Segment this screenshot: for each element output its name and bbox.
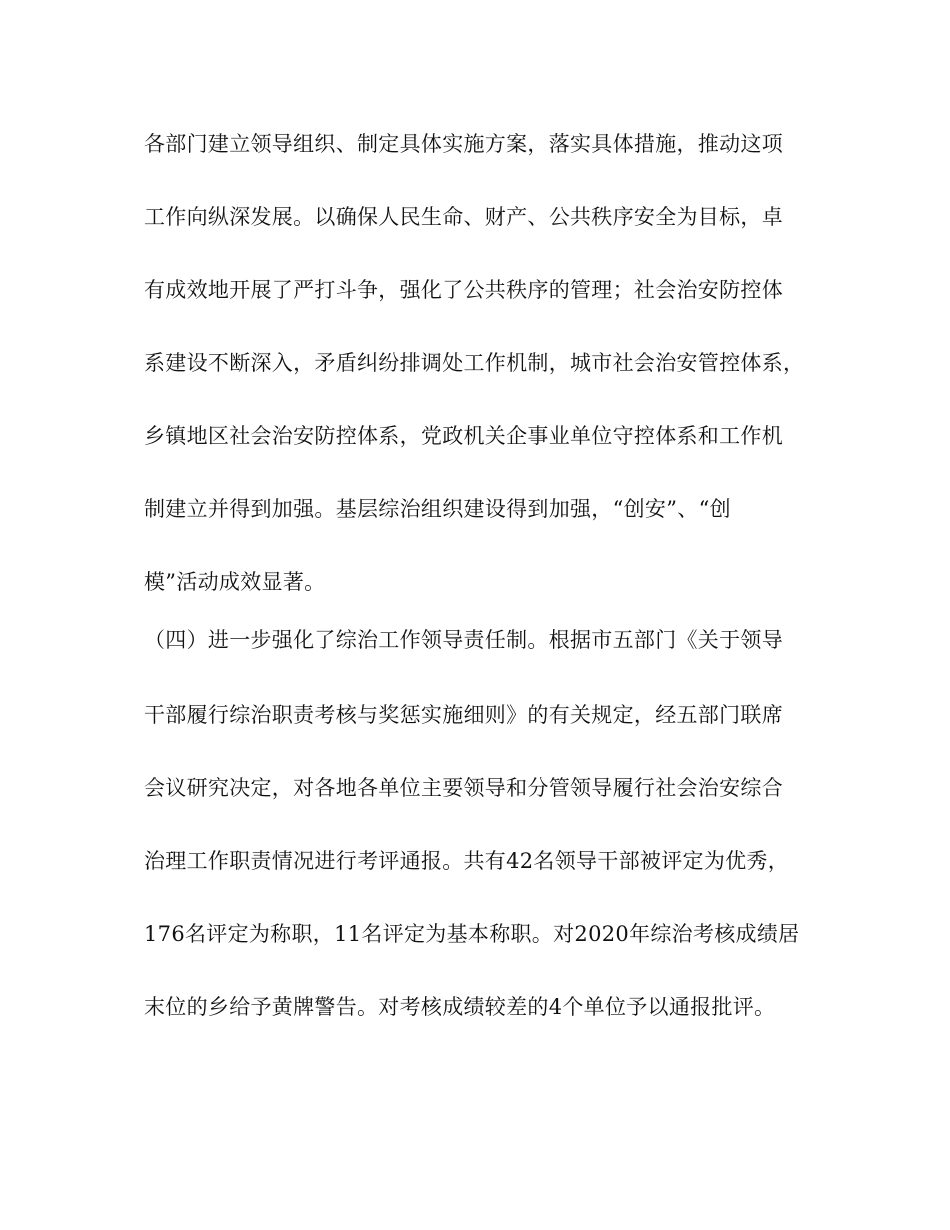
- text-line-5: 乡镇地区社会治安防控体系，党政机关企事业单位守控体系和工作机: [144, 424, 783, 448]
- text-line-7: 模”活动成效显著。: [144, 570, 326, 594]
- text-line-3: 有成效地开展了严打斗争，强化了公共秩序的管理；社会治安防控体: [144, 278, 783, 302]
- text-line-10: 会议研究决定，对各地各单位主要领导和分管领导履行社会治安综合: [144, 776, 783, 800]
- text-line-8: （四）进一步强化了综治工作领导责任制。根据市五部门《关于领导: [144, 628, 783, 652]
- text-line-9: 干部履行综治职责考核与奖惩实施细则》的有关规定，经五部门联席: [144, 703, 783, 727]
- text-line-2: 工作向纵深发展。以确保人民生命、财产、公共秩序安全为目标，卓: [144, 205, 783, 229]
- text-line-4: 系建设不断深入，矛盾纠纷排调处工作机制，城市社会治安管控体系，: [144, 351, 805, 375]
- text-line-13: 末位的乡给予黄牌警告。对考核成绩较差的4个单位予以通报批评。: [144, 995, 776, 1019]
- text-line-1: 各部门建立领导组织、制定具体实施方案，落实具体措施，推动这项: [144, 132, 783, 156]
- text-line-6: 制建立并得到加强。基层综治组织建设得到加强，“创安”、“创: [144, 497, 731, 521]
- text-line-12: 176名评定为称职，11名评定为基本称职。对2020年综治考核成绩居: [144, 922, 800, 946]
- text-line-11: 治理工作职责情况进行考评通报。共有42名领导干部被评定为优秀，: [144, 849, 790, 873]
